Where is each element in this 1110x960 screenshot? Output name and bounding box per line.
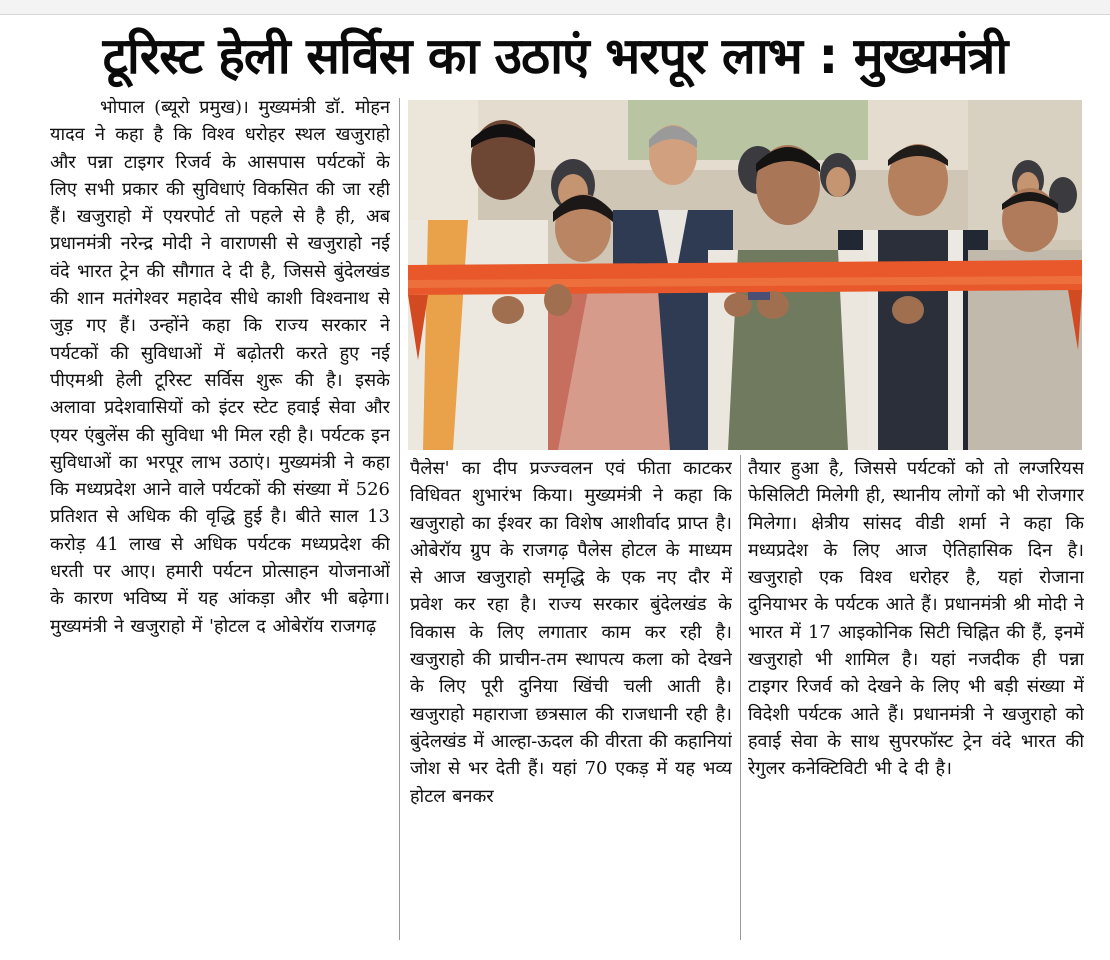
article-column-2: [410, 455, 732, 945]
column-divider: [740, 455, 741, 940]
column-divider: [399, 98, 400, 940]
article-paragraph-1: भोपाल (ब्यूरो प्रमुख)। मुख्यमंत्री डॉ. मोहन यादव ने कहा है कि विश्व धरोहर स्थल खजुराहो और पन्ना टाइगर रिजर्व के आसपास पर्यटकों के लिए सभी प्रकार की सुविधाएं विकसित की जा रही हैं। खजुराहो में एयरपोर्ट तो पहले से है ही, अब प्रधानमंत्री नरेन्द्र मोदी ने वाराणसी से खजुराहो नई वंदे भारत ट्रेन की सौगात दे दी है, जिससे बुंदेलखंड की शान मतंगेश्वर महादेव सीधे काशी विश्वनाथ से जुड़ गए हैं। उन्होंने कहा कि राज्य सरकार ने पर्यटकों की सुविधाओं में बढ़ोतरी करते हुए नई पीएमश्री हेली टूरिस्ट सर्विस शुरू की है। इसके अलावा प्रदेशवासियों को इंटर स्टेट हवाई सेवा और एयर एंबुलेंस की सुविधा भी मिल रही है। पर्यटक इन सुविधाओं का भरपूर लाभ उठाएं। मुख्यमंत्री ने कहा कि मध्यप्रदेश आने वाले पर्यटकों की संख्या में 526 प्रतिशत से अधिक की वृद्धि हुई है। बीते साल 13 करोड़ 41 लाख से अधिक पर्यटक मध्यप्रदेश की धरती पर आए। हमारी पर्यटन प्रोत्साहन योजनाओं के कारण भविष्य में यह आंकड़ा और भी बढ़ेगा। मुख्यमंत्री ने खजुराहो में 'होटल द ओबेरॉय राजगढ़: [50, 97, 390, 637]
article-paragraph-3: तैयार हुआ है, जिससे पर्यटकों को तो लग्जरियस फेसिलिटी मिलेगी ही, स्थानीय लोगों को भी रोजगार मिलेगा। क्षेत्रीय सांसद वीडी शर्मा ने कहा कि मध्यप्रदेश के लिए आज ऐतिहासिक दिन है। खजुराहो एक विश्व धरोहर है, यहां रोजाना दुनियाभर के पर्यटक आते हैं। प्रधानमंत्री श्री मोदी ने भारत में 17 आइकोनिक सिटी चिह्नित की हैं, इनमें खजुराहो भी शामिल है। यहां नजदीक ही पन्ना टाइगर रिजर्व को देखने के लिए भी बड़ी संख्या में विदेशी पर्यटक आते हैं। प्रधानमंत्री ने खजुराहो को हवाई सेवा के साथ सुपरफॉस्ट ट्रेन वंदे भारत की रेगुलर कनेक्टिविटी भी दे दी है।: [748, 458, 1084, 780]
article-column-3: [748, 455, 1084, 945]
headline: टूरिस्ट हेली सर्विस का उठाएं भरपूर लाभ : मुख्यमंत्री: [102, 27, 1008, 85]
ceremony-photo: [408, 100, 1082, 450]
article-column-1: [50, 94, 390, 944]
previous-page-strip: [0, 0, 1110, 15]
article-paragraph-2: पैलेस' का दीप प्रज्ज्वलन एवं फीता काटकर विधिवत शुभारंभ किया। मुख्यमंत्री ने कहा कि खजुराहो का ईश्वर का विशेष आशीर्वाद प्राप्त है। ओबेरॉय ग्रुप के राजगढ़ पैलेस होटल के माध्यम से आज खजुराहो समृद्धि के एक नए दौर में प्रवेश कर रहा है। राज्य सरकार बुंदेलखंड के विकास के लिए लगातार काम कर रही है। खजुराहो की प्राचीन-तम स्थापत्य कला को देखने के लिए पूरी दुनिया खिंची चली आती है। खजुराहो महाराजा छत्रसाल की राजधानी रही है। बुंदेलखंड में आल्हा-ऊदल की वीरता की कहानियां जोश से भर देती हैं। यहां 70 एकड़ में यह भव्य होटल बनकर: [410, 458, 732, 807]
